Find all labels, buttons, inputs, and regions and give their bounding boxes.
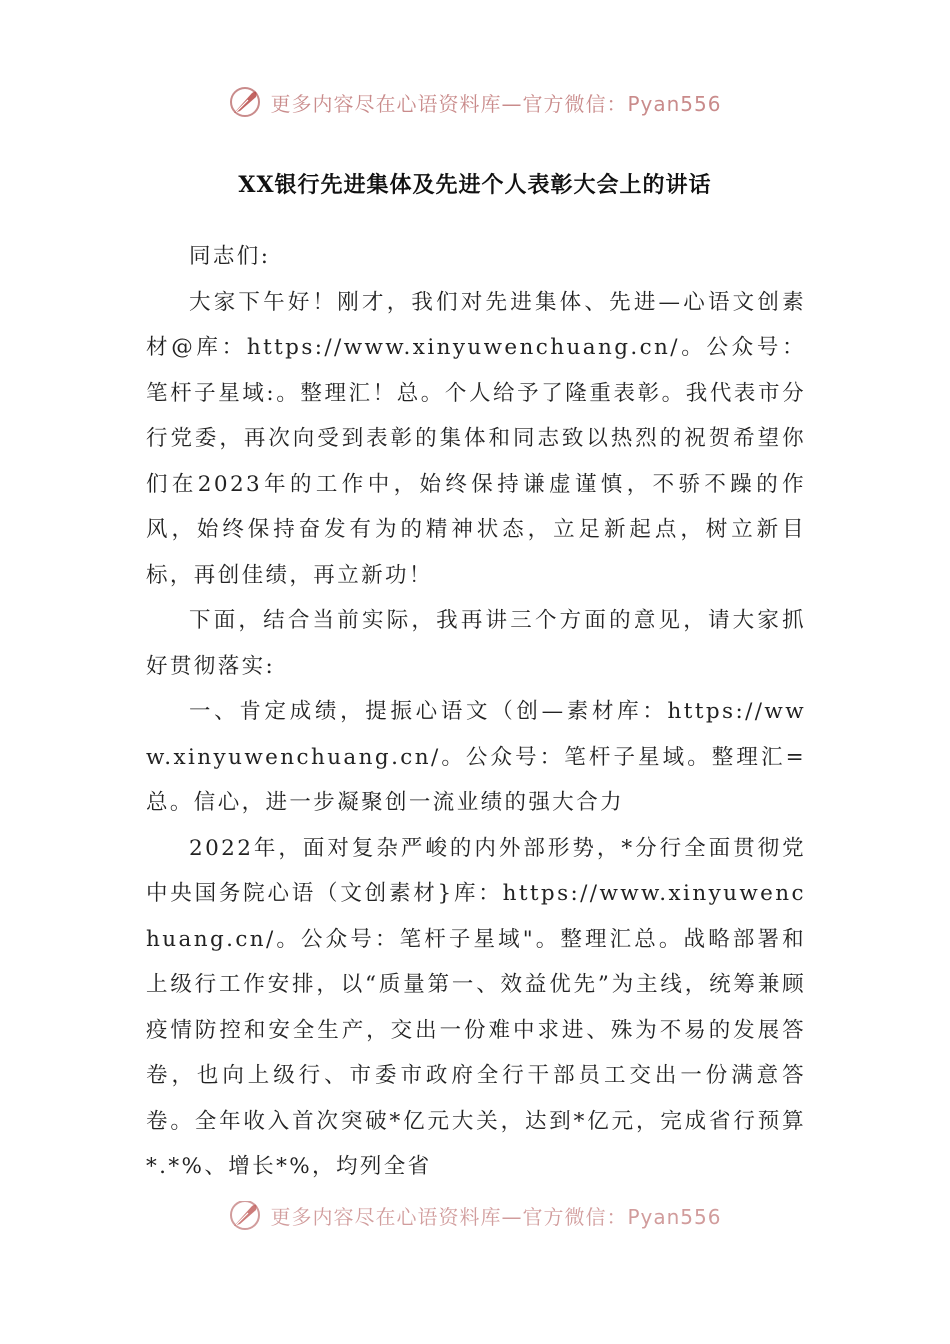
watermark-text: 更多内容尽在心语资料库—官方微信：Pyan556	[270, 1204, 722, 1229]
quill-logo-icon	[228, 1201, 262, 1232]
footer-watermark	[0, 1201, 950, 1241]
document-title: XX银行先进集体及先进个人表彰大会上的讲话	[238, 172, 712, 198]
paragraph: 一、肯定成绩，提振心语文（创—素材库：https://www.xinyuwenchuang.cn/。公众号：笔杆子星域。整理汇=总。信心，进一步凝聚创一流业绩的强大合力	[146, 699, 806, 815]
document-body	[146, 234, 806, 1190]
header-watermark	[0, 80, 950, 124]
paragraph: 2022年，面对复杂严峻的内外部形势，*分行全面贯彻党中央国务院心语（文创素材}库：https://www.xinyuwenchuang.cn/。公众号：笔杆子星域"。整理汇总。战略部署和上级行工作安排，以“质量第一、效益优先”为主线，统筹兼顾疫情防控和安全生产，交出一份难中求进、殊为不易的发展答卷，也向上级行、市委市政府全行干部员工交出一份满意答卷。全年收入首次突破*亿元大关，达到*亿元，完成省行预算*.*%、增长*%，均列全省	[146, 835, 806, 1179]
quill-logo-icon	[228, 85, 262, 119]
paragraph: 同志们:	[189, 244, 271, 269]
watermark-text: 更多内容尽在心语资料库—官方微信：Pyan556	[270, 91, 722, 116]
paragraph: 下面，结合当前实际，我再讲三个方面的意见，请大家抓好贯彻落实:	[146, 608, 806, 679]
paragraph: 大家下午好！刚才，我们对先进集体、先进—心语文创素材@库：https://www.xinyuwenchuang.cn/。公众号：笔杆子星域:。整理汇！总。个人给予了隆重表彰。我代表市分行党委，再次向受到表彰的集体和同志致以热烈的祝贺希望你们在2023年的工作中，始终保持谦虚谨慎，不骄不躁的作风，始终保持奋发有为的精神状态，立足新起点，树立新目标，再创佳绩，再立新功！	[146, 289, 806, 588]
